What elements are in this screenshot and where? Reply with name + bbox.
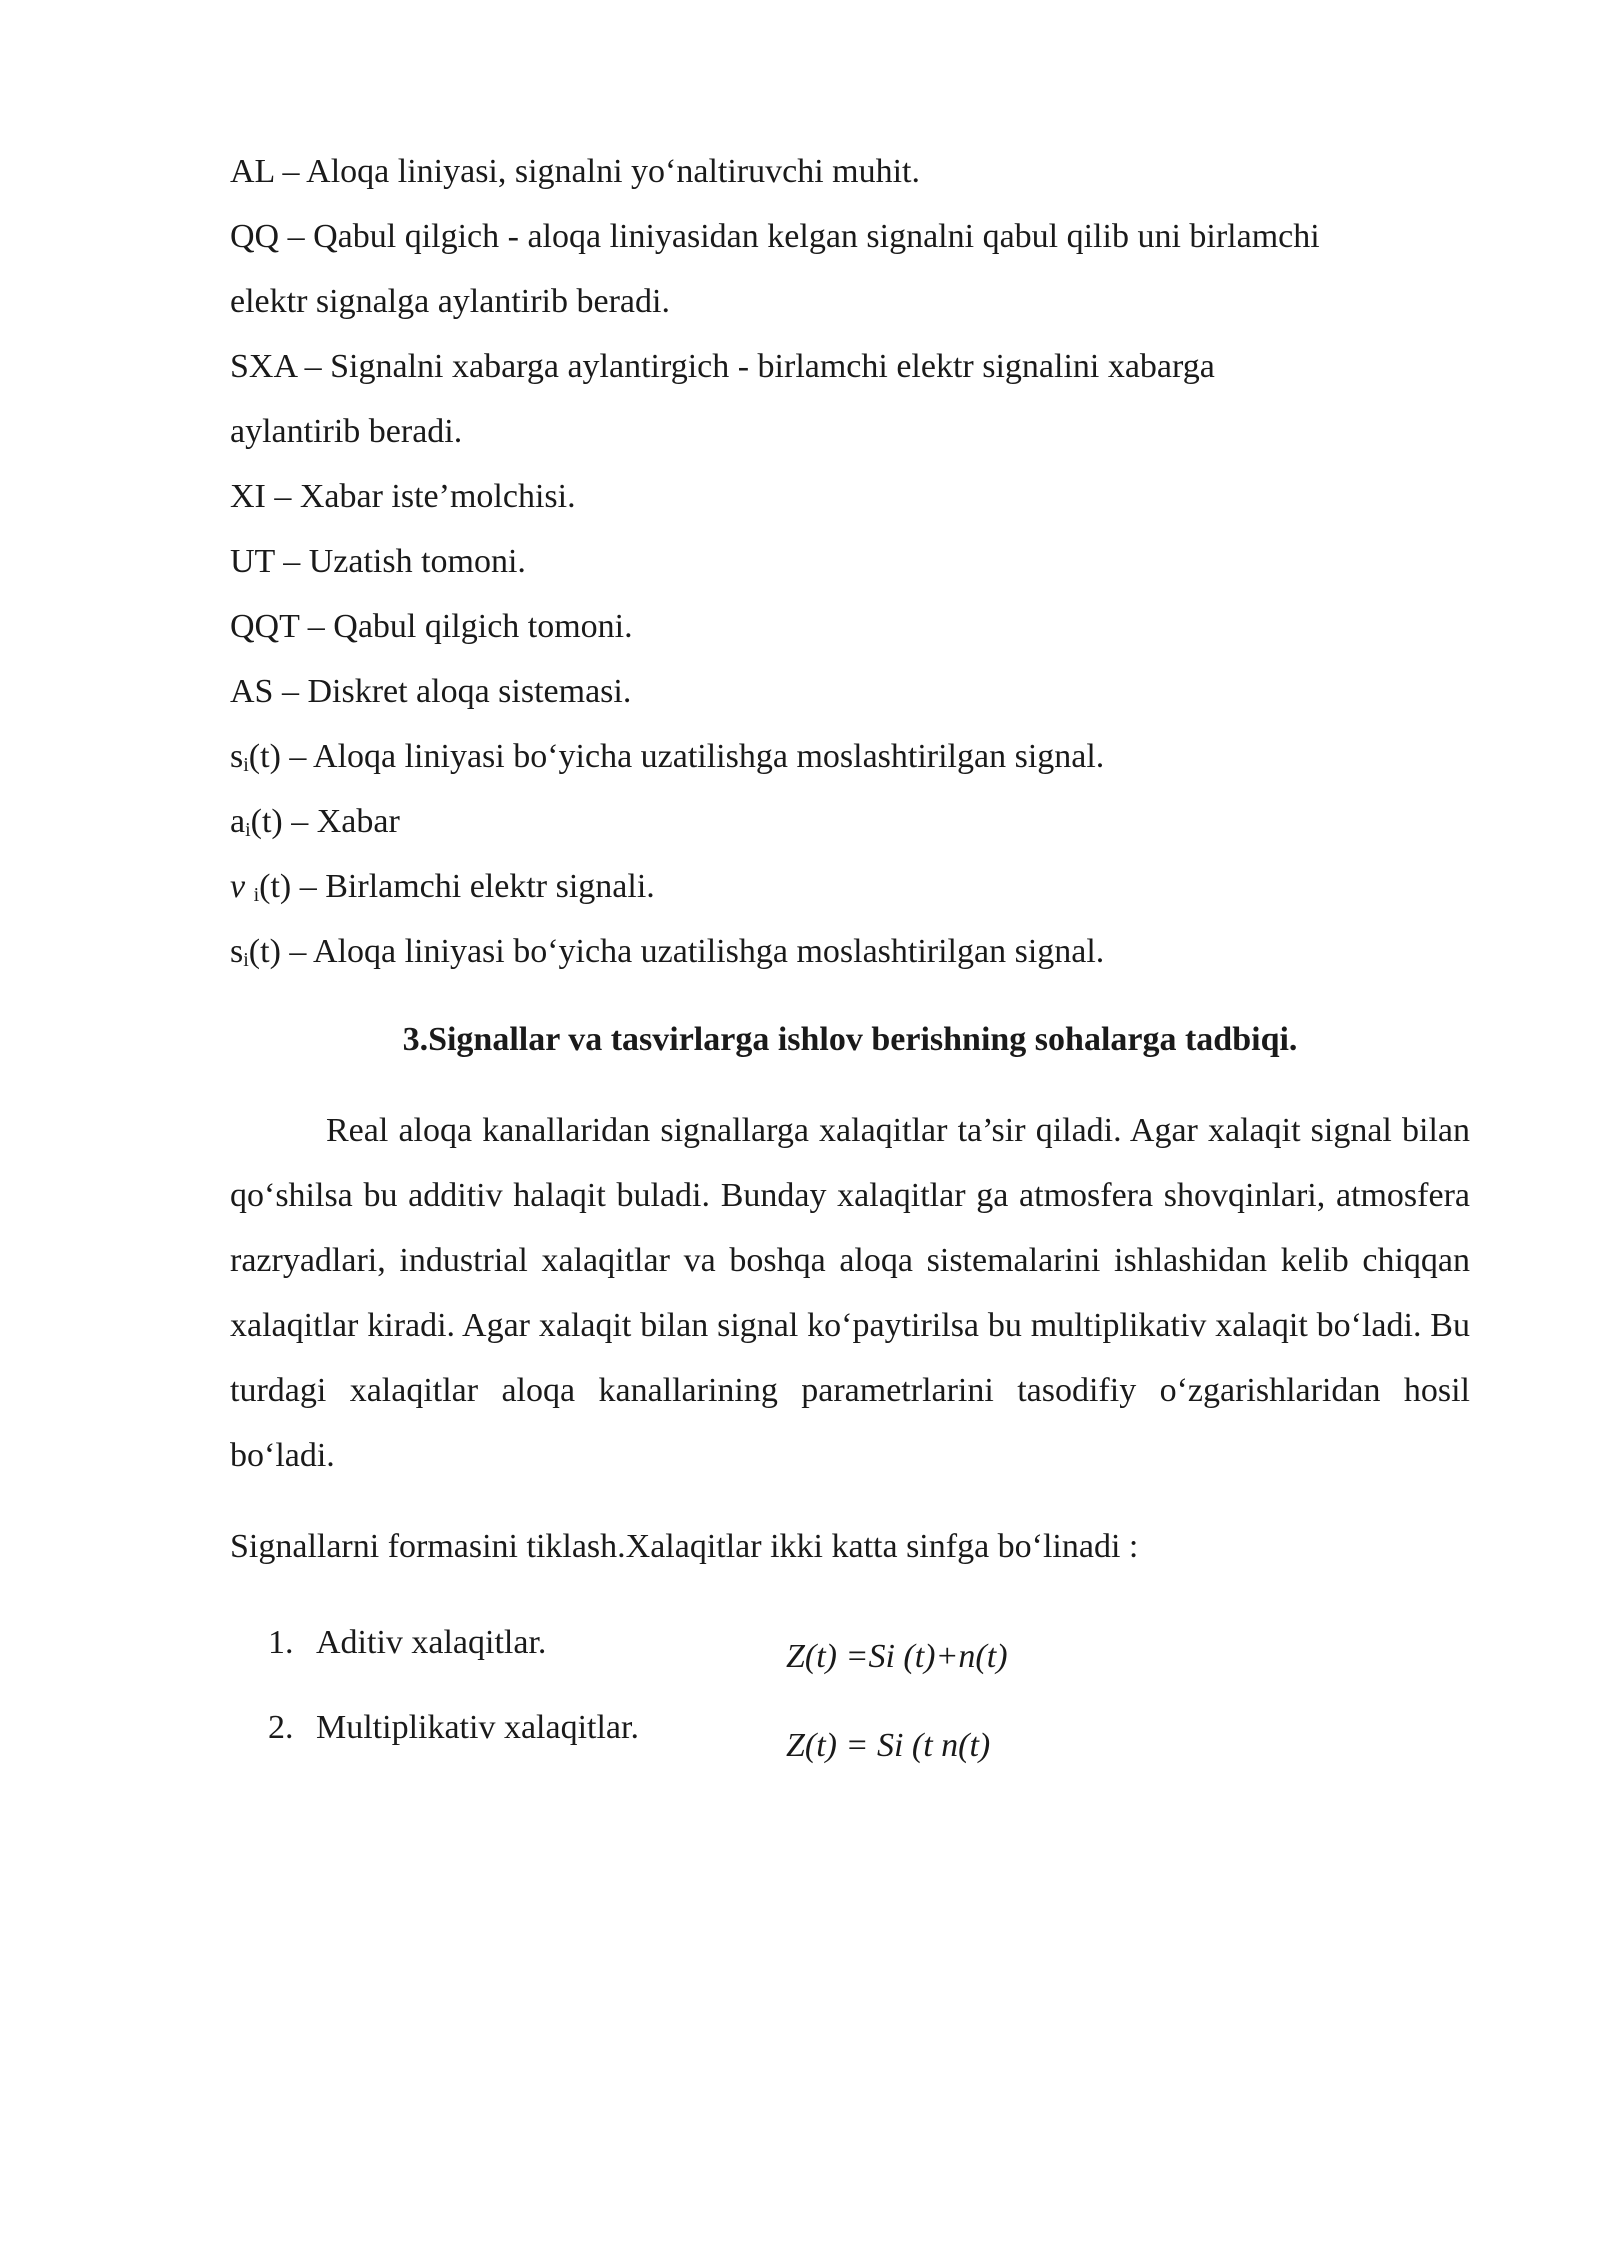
definition-sxa-continued: aylantirib beradi. (230, 413, 463, 450)
signal-definition-si-repeat (230, 932, 1104, 972)
signal-symbol: a (230, 803, 246, 840)
formula-additive: Z(t) =Si (t)+n(t) (786, 1638, 1008, 1675)
signal-definition-vi (230, 867, 655, 907)
signal-subscript: i (243, 949, 249, 971)
signal-description: (t) – Aloqa liniyasi bo‘yicha uzatilishga moslashtirilgan signal. (248, 933, 1105, 970)
signal-description: (t) – Birlamchi elektr signali. (259, 868, 655, 905)
list-label: Multiplikativ xalaqitlar. (316, 1709, 639, 1746)
signal-subscript: i (245, 819, 251, 841)
signal-description: (t) – Xabar (250, 803, 400, 840)
signal-subscript: i (243, 754, 249, 776)
definition-xi: XI – Xabar iste’molchisi. (230, 478, 576, 515)
list-item-additive (268, 1623, 546, 1663)
list-number: 1. (268, 1624, 294, 1661)
restoration-line: Signallarni formasini tiklash.Xalaqitlar ikki katta sinfga bo‘linadi : (230, 1528, 1139, 1565)
signal-symbol: s (230, 738, 244, 775)
list-number: 2. (268, 1709, 294, 1746)
definition-qq: QQ – Qabul qilgich - aloqa liniyasidan kelgan signalni qabul qilib uni birlamchi (230, 218, 1320, 255)
definition-al: AL – Aloqa liniyasi, signalni yo‘naltiruvchi muhit. (230, 153, 920, 190)
signal-subscript: i (253, 884, 260, 906)
signal-symbol: s (230, 933, 244, 970)
signal-definition-ai (230, 802, 400, 842)
section-heading: 3.Signallar va tasvirlarga ishlov berishning sohalarga tadbiqi. (402, 1021, 1298, 1058)
body-paragraph: Real aloqa kanallaridan signallarga xalaqitlar ta’sir qiladi. Agar xalaqit signal bilan qo‘shilsa bu additiv halaqit buladi. Bunday xalaqitlar ga atmosfera shovqinlari, atmosfera razryadlari, industrial xalaqitlar va boshqa aloqa sistemalarini ishlashidan kelib chiqqan xalaqitlar kiradi. Agar xalaqit bilan signal ko‘paytirilsa bu multiplikativ xalaqit bo‘ladi. Bu turdagi xalaqitlar aloqa kanallarining parametrlarini tasodifiy o‘zgarishlaridan hosil bo‘ladi. (230, 1112, 1470, 1474)
definition-sxa: SXA – Signalni xabarga aylantirgich - birlamchi elektr signalini xabarga (230, 348, 1215, 385)
list-label: Aditiv xalaqitlar. (316, 1624, 547, 1661)
signal-definition-si (230, 737, 1104, 777)
definition-as: AS – Diskret aloqa sistemasi. (230, 673, 632, 710)
signal-description: (t) – Aloqa liniyasi bo‘yicha uzatilishga moslashtirilgan signal. (248, 738, 1105, 775)
definition-qq-continued: elektr signalga aylantirib beradi. (230, 283, 670, 320)
definition-qqt: QQT – Qabul qilgich tomoni. (230, 608, 633, 645)
signal-symbol: v (230, 868, 246, 905)
list-item-multiplicative (268, 1708, 639, 1748)
definition-ut: UT – Uzatish tomoni. (230, 543, 526, 580)
formula-multiplicative: Z(t) = Si (t n(t) (786, 1727, 991, 1764)
